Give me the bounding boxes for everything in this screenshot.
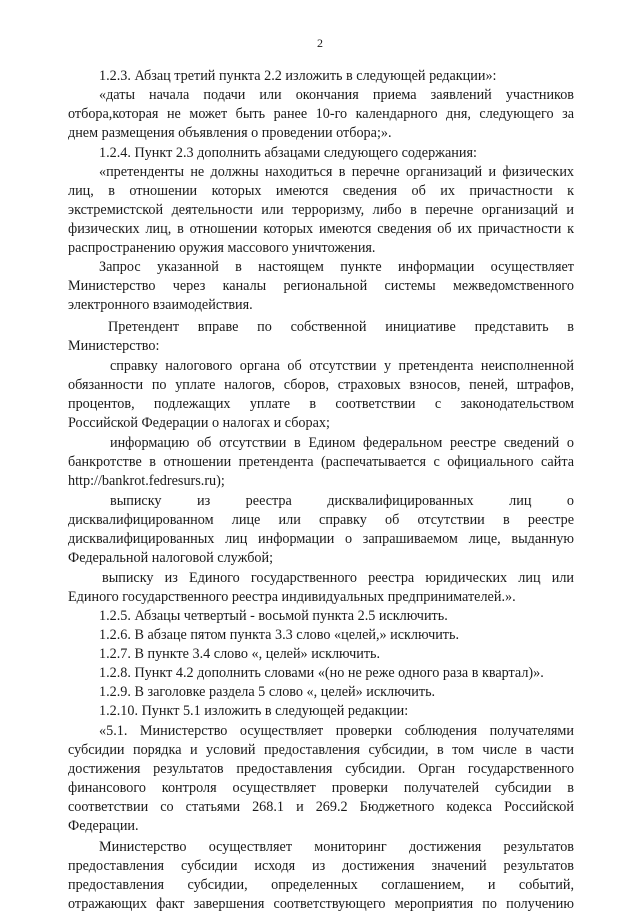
text-line: Претендент вправе по собственной инициативе представить в <box>108 319 574 335</box>
text-line: 1.2.3. Абзац третий пункта 2.2 изложить в следующей редакции»: <box>99 68 497 84</box>
text-line: распространению оружия массового уничтожения. <box>68 240 376 256</box>
text-line: физических лиц, в отношении которых имеются сведения об их причастности к <box>68 221 574 237</box>
text-line: 1.2.9. В заголовке раздела 5 слово «, целей» исключить. <box>99 684 436 700</box>
text-line: 1.2.7. В пункте 3.4 слово «, целей» исключить. <box>99 646 381 662</box>
text-line: 1.2.10. Пункт 5.1 изложить в следующей редакции: <box>99 703 409 719</box>
text-line: процентов, подлежащих уплате в соответствии с законодательством <box>68 396 574 412</box>
text-line: Единого государственного реестра индивидуальных предпринимателей.». <box>68 589 516 605</box>
text-line: банкротстве в отношении претендента (распечатывается с официального сайта <box>68 454 574 470</box>
text-line: 1.2.4. Пункт 2.3 дополнить абзацами следующего содержания: <box>99 145 477 161</box>
text-line: 1.2.8. Пункт 4.2 дополнить словами «(но не реже одного раза в квартал)». <box>99 665 544 681</box>
text-line: предоставления субсидии, определенных соглашением, и событий, <box>68 877 574 893</box>
text-line: Запрос указанной в настоящем пункте информации осуществляет <box>99 259 574 275</box>
text-line: субсидии порядка и условий предоставления субсидии, в том числе в части <box>68 742 574 758</box>
text-line: http://bankrot.fedresurs.ru); <box>68 473 225 489</box>
text-line: «даты начала подачи или окончания приема заявлений участников <box>99 87 574 103</box>
text-line: дисквалифицированном лице или справку об отсутствии в реестре <box>68 512 574 528</box>
text-line: экстремистской деятельности или терроризму, либо в перечне организаций и <box>68 202 574 218</box>
text-line: 1.2.5. Абзацы четвертый - восьмой пункта 2.5 исключить. <box>99 608 448 624</box>
text-line: электронного взаимодействия. <box>68 297 253 313</box>
text-line: Министерство осуществляет мониторинг достижения результатов <box>99 839 574 855</box>
text-line: отражающих факт завершения соответствующего мероприятия по получению <box>68 896 574 912</box>
text-line: соответствии со статьями 268.1 и 269.2 Бюджетного кодекса Российской <box>68 799 574 815</box>
text-line: Министерство через каналы региональной системы межведомственного <box>68 278 574 294</box>
text-line: выписку из реестра дисквалифицированных лиц о <box>110 493 574 509</box>
page-number: 2 <box>317 36 323 50</box>
text-line: днем размещения объявления о проведении отбора;». <box>68 125 392 141</box>
text-line: информацию об отсутствии в Едином федеральном реестре сведений о <box>110 435 574 451</box>
text-line: справку налогового органа об отсутствии у претендента неисполненной <box>110 358 574 374</box>
text-line: «5.1. Министерство осуществляет проверки соблюдения получателями <box>99 723 574 739</box>
text-line: Министерство: <box>68 338 160 354</box>
text-line: отбора,которая не может быть ранее 10-го календарного дня, следующего за <box>68 106 574 122</box>
text-line: Федерации. <box>68 818 139 834</box>
text-line: лиц, в отношении которых имеются сведения об их причастности к <box>68 183 574 199</box>
text-line: Федеральной налоговой службой; <box>68 550 274 566</box>
text-line: Российской Федерации о налогах и сборах; <box>68 415 330 431</box>
text-line: финансового контроля осуществляет проверки получателей субсидии в <box>68 780 574 796</box>
text-line: «претенденты не должны находиться в перечне организаций и физических <box>99 164 574 180</box>
text-line: 1.2.6. В абзаце пятом пункта 3.3 слово «целей,» исключить. <box>99 627 460 643</box>
text-line: дисквалифицированных лиц информации о запрашиваемом лице, выданную <box>68 531 574 547</box>
text-line: предоставления субсидии исходя из достижения значений результатов <box>68 858 574 874</box>
text-line: обязанности по уплате налогов, сборов, страховых взносов, пеней, штрафов, <box>68 377 574 393</box>
text-line: выписку из Единого государственного реестра юридических лиц или <box>102 570 574 586</box>
text-line: достижения результатов предоставления субсидии. Орган государственного <box>68 761 574 777</box>
